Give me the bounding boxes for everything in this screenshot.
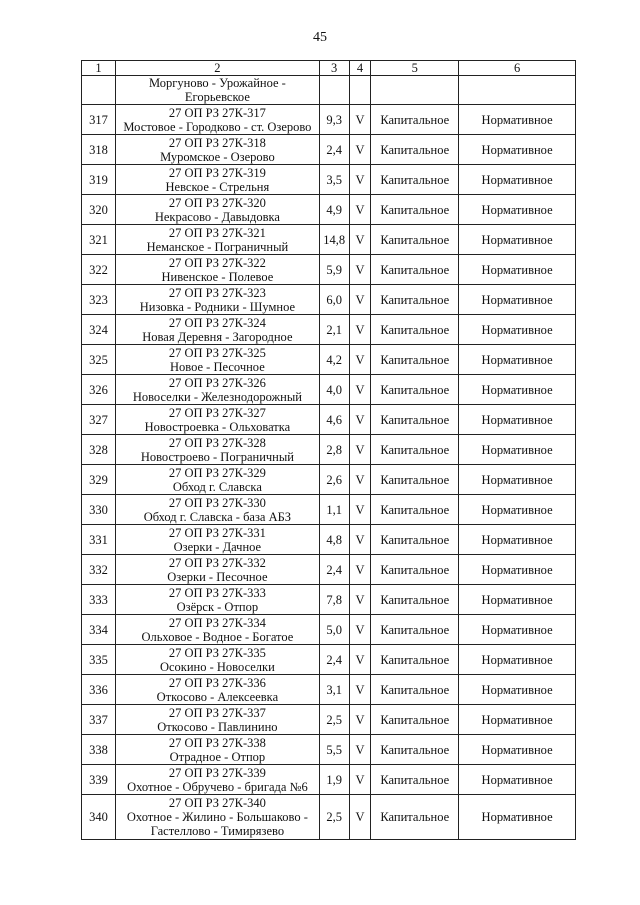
road-state: Нормативное [459, 195, 576, 225]
row-number: 333 [82, 585, 116, 615]
road-length: 5,5 [319, 735, 349, 765]
road-state: Нормативное [459, 105, 576, 135]
road-state: Нормативное [459, 795, 576, 840]
table-row [82, 285, 576, 315]
road-length: 2,4 [319, 645, 349, 675]
table-row [82, 735, 576, 765]
road-cell [116, 435, 320, 465]
road-cell [116, 285, 320, 315]
road-category: V [349, 375, 371, 405]
road-length: 3,5 [319, 165, 349, 195]
road-length: 14,8 [319, 225, 349, 255]
road-category: V [349, 405, 371, 435]
road-state: Нормативное [459, 405, 576, 435]
repair-type: Капитальное [371, 255, 459, 285]
road-name: Новое - Песочное [170, 359, 265, 374]
road-code: 27 ОП РЗ 27К-317 [168, 105, 266, 120]
header-row [82, 61, 576, 76]
road-name: Откосово - Алексеевка [156, 689, 279, 704]
road-cell [116, 225, 320, 255]
road-code: 27 ОП РЗ 27К-324 [168, 315, 266, 330]
road-code: 27 ОП РЗ 27К-327 [168, 405, 266, 420]
road-category: V [349, 105, 371, 135]
road-name: Муромское - Озерово [160, 149, 275, 164]
road-category: V [349, 555, 371, 585]
repair-type: Капитальное [371, 645, 459, 675]
repair-type: Капитальное [371, 705, 459, 735]
road-state: Нормативное [459, 255, 576, 285]
road-length: 4,6 [319, 405, 349, 435]
road-state: Нормативное [459, 525, 576, 555]
road-name: Новостроево - Пограничный [140, 449, 294, 464]
table-row [82, 675, 576, 705]
road-code: 27 ОП РЗ 27К-325 [168, 345, 266, 360]
road-length: 2,1 [319, 315, 349, 345]
table-row [82, 525, 576, 555]
repair-type: Капитальное [371, 795, 459, 840]
continuation-row [82, 76, 576, 105]
road-name: Некрасово - Давыдовка [154, 209, 280, 224]
road-name: Озерки - Дачное [173, 539, 262, 554]
road-code: 27 ОП РЗ 27К-339 [168, 765, 266, 780]
table-row [82, 225, 576, 255]
road-category: V [349, 615, 371, 645]
road-category: V [349, 525, 371, 555]
column-header: 3 [319, 61, 349, 76]
roads-table [81, 60, 576, 840]
road-cell [116, 615, 320, 645]
road-category: V [349, 765, 371, 795]
road-code: 27 ОП РЗ 27К-340 [168, 796, 266, 810]
road-state: Нормативное [459, 705, 576, 735]
table-row [82, 405, 576, 435]
road-state: Нормативное [459, 615, 576, 645]
repair-type: Капитальное [371, 345, 459, 375]
road-category: V [349, 735, 371, 765]
row-number: 332 [82, 555, 116, 585]
road-category: V [349, 465, 371, 495]
road-category: V [349, 495, 371, 525]
road-cell [116, 705, 320, 735]
repair-type: Капитальное [371, 105, 459, 135]
road-code: 27 ОП РЗ 27К-336 [168, 675, 266, 690]
road-state: Нормативное [459, 435, 576, 465]
table-row [82, 255, 576, 285]
road-category: V [349, 795, 371, 840]
row-number: 334 [82, 615, 116, 645]
road-length: 5,9 [319, 255, 349, 285]
repair-type: Капитальное [371, 525, 459, 555]
road-name: Обход г. Славска [172, 479, 262, 494]
road-name: Озерки - Песочное [167, 569, 268, 584]
road-state: Нормативное [459, 735, 576, 765]
road-name: Новая Деревня - Загородное [142, 329, 293, 344]
road-code: 27 ОП РЗ 27К-329 [168, 465, 266, 480]
road-length: 1,1 [319, 495, 349, 525]
row-number: 339 [82, 765, 116, 795]
table-row [82, 195, 576, 225]
row-number: 328 [82, 435, 116, 465]
road-code: 27 ОП РЗ 27К-320 [168, 195, 266, 210]
road-code: 27 ОП РЗ 27К-333 [168, 585, 266, 600]
repair-type: Капитальное [371, 135, 459, 165]
road-name: Озёрск - Отпор [176, 599, 259, 614]
repair-type: Капитальное [371, 615, 459, 645]
road-code: 27 ОП РЗ 27К-330 [168, 495, 266, 510]
road-cell [116, 525, 320, 555]
road-state: Нормативное [459, 225, 576, 255]
road-length: 2,6 [319, 465, 349, 495]
road-name: Новостроевка - Ольховатка [144, 419, 291, 434]
road-category: V [349, 285, 371, 315]
column-header: 1 [82, 61, 116, 76]
table-row [82, 165, 576, 195]
table-row [82, 495, 576, 525]
road-length: 7,8 [319, 585, 349, 615]
road-length: 4,0 [319, 375, 349, 405]
road-cell [116, 345, 320, 375]
row-number: 337 [82, 705, 116, 735]
page-number: 45 [313, 30, 327, 45]
road-name: Моргуново - Урожайное - Егорьевское [116, 76, 320, 105]
row-number: 330 [82, 495, 116, 525]
road-code: 27 ОП РЗ 27К-334 [168, 615, 266, 630]
road-category: V [349, 255, 371, 285]
road-code: 27 ОП РЗ 27К-319 [168, 165, 266, 180]
road-code: 27 ОП РЗ 27К-326 [168, 375, 266, 390]
repair-type: Капитальное [371, 195, 459, 225]
road-length: 9,3 [319, 105, 349, 135]
column-header: 5 [371, 61, 459, 76]
row-number: 319 [82, 165, 116, 195]
road-length: 6,0 [319, 285, 349, 315]
road-code: 27 ОП РЗ 27К-318 [168, 135, 266, 150]
column-header: 2 [116, 61, 320, 76]
road-cell [116, 165, 320, 195]
row-number: 338 [82, 735, 116, 765]
row-number: 324 [82, 315, 116, 345]
road-name: Неманское - Пограничный [146, 239, 289, 254]
table-row [82, 795, 576, 840]
road-cell [116, 795, 320, 840]
road-cell [116, 555, 320, 585]
table-row [82, 105, 576, 135]
row-number: 329 [82, 465, 116, 495]
road-category: V [349, 135, 371, 165]
road-state: Нормативное [459, 315, 576, 345]
road-name: Невское - Стрельня [165, 179, 270, 194]
road-cell [116, 735, 320, 765]
road-category: V [349, 645, 371, 675]
row-number: 331 [82, 525, 116, 555]
road-name: Новоселки - Железнодорожный [132, 389, 302, 404]
table-row [82, 375, 576, 405]
road-category: V [349, 195, 371, 225]
repair-type: Капитальное [371, 225, 459, 255]
road-cell [116, 645, 320, 675]
road-state: Нормативное [459, 495, 576, 525]
road-code: 27 ОП РЗ 27К-322 [168, 255, 266, 270]
road-length: 2,5 [319, 705, 349, 735]
repair-type: Капитальное [371, 765, 459, 795]
road-length: 3,1 [319, 675, 349, 705]
road-state: Нормативное [459, 765, 576, 795]
column-header: 4 [349, 61, 371, 76]
row-number: 323 [82, 285, 116, 315]
road-length: 2,4 [319, 555, 349, 585]
road-state: Нормативное [459, 375, 576, 405]
table-row [82, 435, 576, 465]
row-number: 326 [82, 375, 116, 405]
repair-type: Капитальное [371, 555, 459, 585]
road-state: Нормативное [459, 645, 576, 675]
row-number: 322 [82, 255, 116, 285]
road-name: Низовка - Родники - Шумное [139, 299, 296, 314]
table-row [82, 585, 576, 615]
road-length: 2,4 [319, 135, 349, 165]
road-name: Охотное - Жилино - Большаково - Гастеллово - Тимирязево [126, 810, 308, 838]
road-code: 27 ОП РЗ 27К-337 [168, 705, 266, 720]
road-category: V [349, 225, 371, 255]
road-code: 27 ОП РЗ 27К-332 [168, 555, 266, 570]
road-name: Осокино - Новоселки [159, 659, 275, 674]
row-number: 321 [82, 225, 116, 255]
road-state: Нормативное [459, 285, 576, 315]
road-cell [116, 255, 320, 285]
road-cell [116, 135, 320, 165]
repair-type: Капитальное [371, 165, 459, 195]
road-state: Нормативное [459, 555, 576, 585]
road-name: Мостовое - Городково - ст. Озерово [123, 119, 312, 134]
road-cell [116, 675, 320, 705]
road-name: Охотное - Обручево - бригада №6 [127, 779, 308, 794]
road-state: Нормативное [459, 465, 576, 495]
road-category: V [349, 705, 371, 735]
road-length: 4,8 [319, 525, 349, 555]
table-row [82, 615, 576, 645]
table-row [82, 705, 576, 735]
road-cell [116, 495, 320, 525]
road-name: Отрадное - Отпор [169, 749, 266, 764]
road-category: V [349, 435, 371, 465]
road-code: 27 ОП РЗ 27К-321 [168, 225, 266, 240]
row-number: 335 [82, 645, 116, 675]
road-category: V [349, 585, 371, 615]
table-row [82, 315, 576, 345]
road-cell [116, 585, 320, 615]
table-row [82, 645, 576, 675]
road-category: V [349, 165, 371, 195]
road-cell [116, 375, 320, 405]
road-category: V [349, 345, 371, 375]
repair-type: Капитальное [371, 315, 459, 345]
repair-type: Капитальное [371, 585, 459, 615]
road-category: V [349, 315, 371, 345]
row-number: 327 [82, 405, 116, 435]
road-length: 4,9 [319, 195, 349, 225]
column-header: 6 [459, 61, 576, 76]
table-row [82, 765, 576, 795]
table-row [82, 465, 576, 495]
table-row [82, 135, 576, 165]
repair-type: Капитальное [371, 375, 459, 405]
road-state: Нормативное [459, 675, 576, 705]
table-row [82, 555, 576, 585]
row-number: 318 [82, 135, 116, 165]
repair-type: Капитальное [371, 405, 459, 435]
road-category: V [349, 675, 371, 705]
road-code: 27 ОП РЗ 27К-335 [168, 645, 266, 660]
road-state: Нормативное [459, 165, 576, 195]
table-row [82, 345, 576, 375]
road-code: 27 ОП РЗ 27К-328 [168, 435, 266, 450]
road-code: 27 ОП РЗ 27К-331 [168, 525, 266, 540]
road-code: 27 ОП РЗ 27К-338 [168, 735, 266, 750]
road-cell [116, 465, 320, 495]
road-state: Нормативное [459, 585, 576, 615]
repair-type: Капитальное [371, 675, 459, 705]
row-number: 340 [82, 795, 116, 840]
repair-type: Капитальное [371, 735, 459, 765]
repair-type: Капитальное [371, 285, 459, 315]
repair-type: Капитальное [371, 465, 459, 495]
road-name: Обход г. Славска - база АБЗ [143, 509, 292, 524]
road-length: 4,2 [319, 345, 349, 375]
road-cell [116, 315, 320, 345]
repair-type: Капитальное [371, 495, 459, 525]
road-cell [116, 405, 320, 435]
road-name: Нивенское - Полевое [161, 269, 274, 284]
road-cell [116, 765, 320, 795]
road-state: Нормативное [459, 345, 576, 375]
road-length: 2,8 [319, 435, 349, 465]
road-length: 5,0 [319, 615, 349, 645]
road-name: Ольховое - Водное - Богатое [141, 629, 294, 644]
row-number: 325 [82, 345, 116, 375]
road-state: Нормативное [459, 135, 576, 165]
row-number: 336 [82, 675, 116, 705]
road-cell [116, 195, 320, 225]
repair-type: Капитальное [371, 435, 459, 465]
row-number: 317 [82, 105, 116, 135]
road-length: 1,9 [319, 765, 349, 795]
road-cell [116, 105, 320, 135]
road-length: 2,5 [319, 795, 349, 840]
road-code: 27 ОП РЗ 27К-323 [168, 285, 266, 300]
road-name: Откосово - Павлинино [157, 719, 278, 734]
row-number: 320 [82, 195, 116, 225]
